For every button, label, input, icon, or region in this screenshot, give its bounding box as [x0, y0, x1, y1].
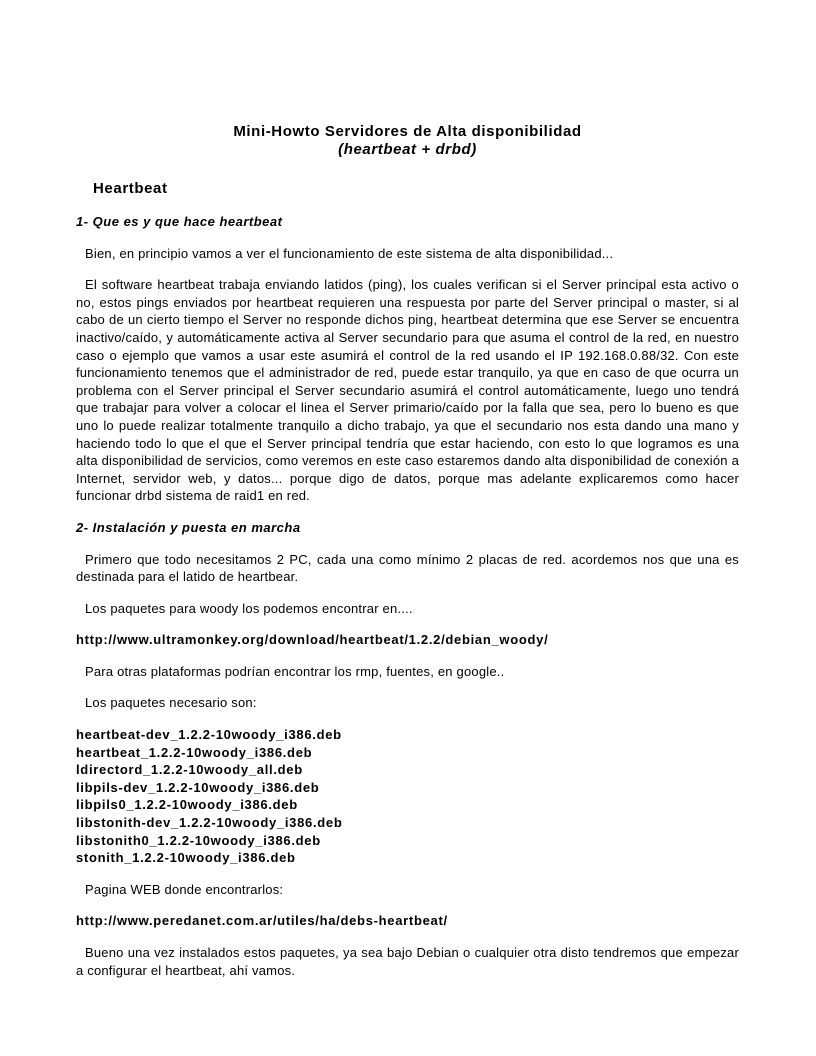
- other-platforms-paragraph: Para otras plataformas podrían encontrar los rmp, fuentes, en google..: [85, 663, 505, 679]
- woody-url-link[interactable]: http://www.ultramonkey.org/download/heartbeat/1.2.2/debian_woody/: [76, 632, 549, 648]
- web-url-link[interactable]: http://www.peredanet.com.ar/utiles/ha/debs-heartbeat/: [76, 913, 448, 929]
- document-title: Mini-Howto Servidores de Alta disponibilidad: [233, 123, 582, 140]
- web-intro: Pagina WEB donde encontrarlos:: [85, 881, 284, 897]
- woody-intro: Los paquetes para woody los podemos encontrar en....: [85, 600, 413, 616]
- section1-body: El software heartbeat trabaja enviando latidos (ping), los cuales verifican si el Server principal esta activo o no, estos pings enviados por heartbeat requieren una respuesta por parte del Server principal o master, si al cabo de un cierto tiempo el Server no responde dichos ping, heartbeat determina que ese Server se encuentra inactivo/caído, y automáticamente activa al Server secundario para que asuma el control de la red, en nuestro caso o ejemplo que vamos a usar este asumirá el control de la red usando el IP 192.168.0.88/32. Con este funcionamiento tenemos que el administrador de red, puede estar tranquilo, ya que en caso de que ocurra un problema con el Server principal el Server secundario asumirá el control automáticamente, luego uno tendrá que trabajar para volver a colocar el linea el Server primario/caído por la falla que sea, pero lo bueno es que uno lo puede realizar totalmente tranquilo a dicho trabajo, ya que el secundario nos esta dando una mano y haciendo todo lo que el que el Server principal tendría que estar haciendo, con esto lo que logramos es una alta disponibilidad de servicios, como veremos en este caso estaremos dando alta disponibilidad de conexión a Internet, servidor web, y datos... porque digo de datos, porque mas adelante explicaremos como hacer funcionar drbd sistema de raid1 en red.: [76, 277, 739, 504]
- document-subtitle: (heartbeat + drbd): [338, 141, 477, 158]
- package-item: libpils-dev_1.2.2-10woody_i386.deb: [76, 779, 320, 795]
- section-title: Heartbeat: [93, 180, 168, 197]
- section1-intro: Bien, en principio vamos a ver el funcionamiento de este sistema de alta disponibilidad...: [85, 245, 614, 261]
- package-item: libstonith0_1.2.2-10woody_i386.deb: [76, 832, 321, 848]
- package-item: ldirectord_1.2.2-10woody_all.deb: [76, 762, 303, 778]
- section2-heading: 2- Instalación y puesta en marcha: [76, 519, 301, 535]
- package-item: heartbeat-dev_1.2.2-10woody_i386.deb: [76, 727, 342, 743]
- package-list: [76, 726, 739, 867]
- packages-intro: Los paquetes necesario son:: [85, 695, 257, 711]
- section1-heading: 1- Que es y que hace heartbeat: [76, 214, 283, 229]
- document-page: [76, 123, 739, 993]
- package-item: stonith_1.2.2-10woody_i386.deb: [76, 850, 296, 866]
- closing-paragraph: Bueno una vez instalados estos paquetes, ya sea bajo Debian o cualquier otra disto tendremos que empezar a configurar el heartbeat, ahí vamos.: [76, 945, 739, 978]
- package-item: libpils0_1.2.2-10woody_i386.deb: [76, 797, 298, 813]
- package-item: heartbeat_1.2.2-10woody_i386.deb: [76, 744, 313, 760]
- requirements-paragraph: Primero que todo necesitamos 2 PC, cada una como mínimo 2 placas de red. acordemos nos que una es destinada para el latido de heartbear.: [76, 551, 739, 585]
- package-item: libstonith-dev_1.2.2-10woody_i386.deb: [76, 815, 343, 831]
